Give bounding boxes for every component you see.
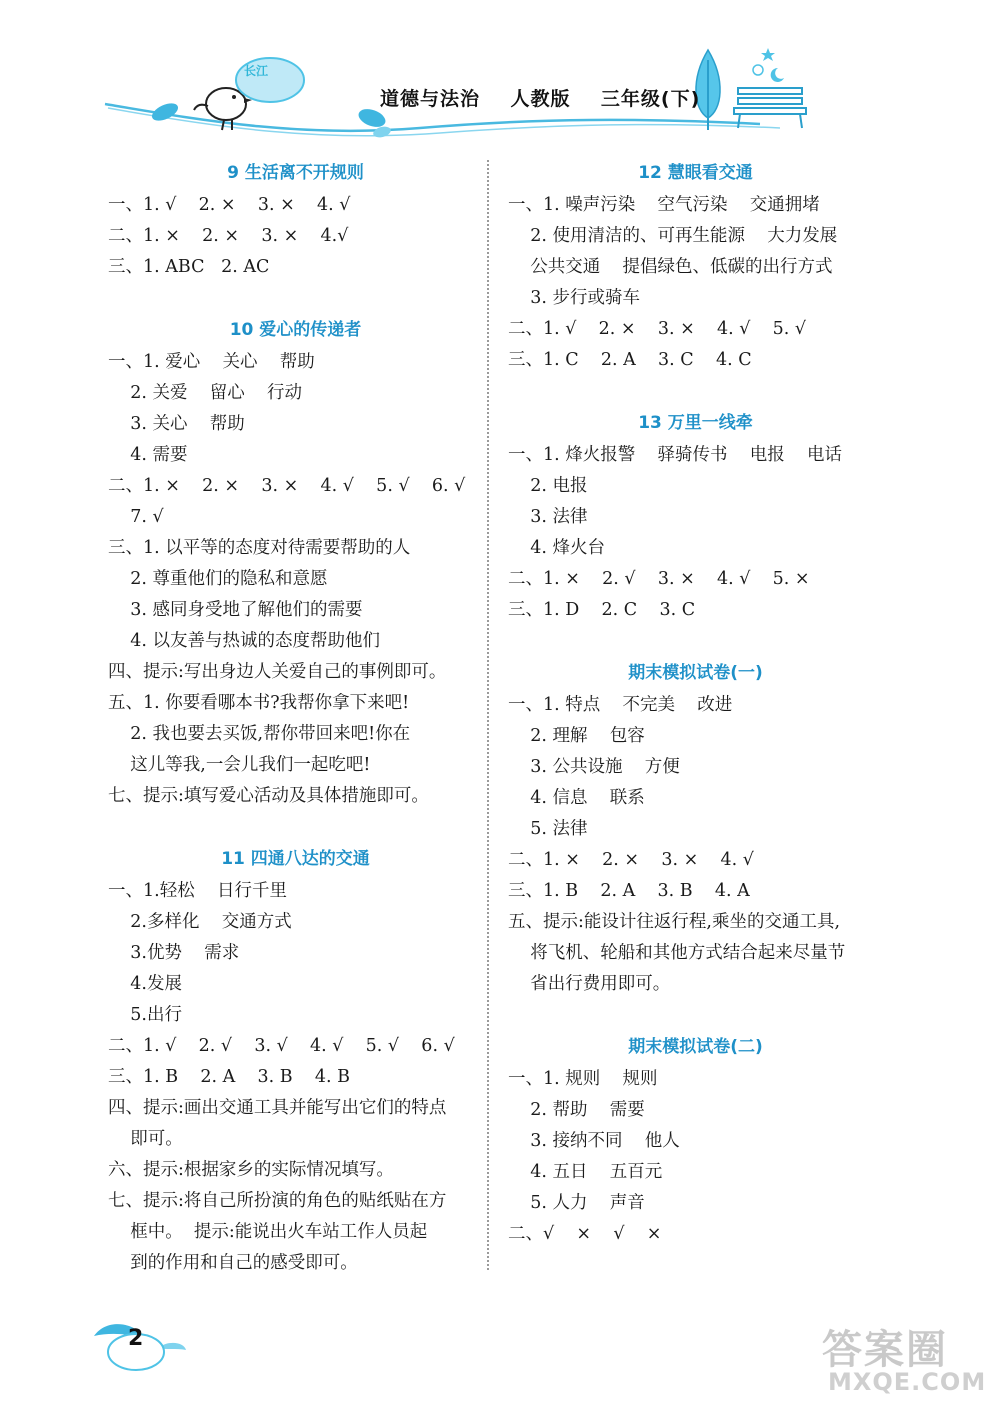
answer-line: 3. 步行或骑车 <box>508 288 641 308</box>
section-title: 11 四通八达的交通 <box>221 849 370 869</box>
answer-line: 一、1. √ 2. × 3. × 4. √ <box>108 195 351 215</box>
answer-line: 5. 法律 <box>508 819 588 839</box>
answer-line: 2. 关爱 留心 行动 <box>108 383 303 403</box>
answer-line: 三、1. 以平等的态度对待需要帮助的人 <box>108 538 411 558</box>
answer-line: 2. 电报 <box>508 476 588 496</box>
answer-line: 4. 烽火台 <box>508 538 606 558</box>
answer-line: 到的作用和自己的感受即可。 <box>108 1253 358 1273</box>
answer-line: 这儿等我,一会儿我们一起吃吧! <box>108 755 371 775</box>
answer-line: 7. √ <box>108 507 164 527</box>
answer-line: 一、1. 爱心 关心 帮助 <box>108 352 315 372</box>
answer-line: 2. 帮助 需要 <box>508 1100 645 1120</box>
answer-line: 三、1. B 2. A 3. B 4. B <box>108 1067 351 1087</box>
section-final-exam-2 <box>508 1032 883 1250</box>
answer-line: 二、1. × 2. × 3. × 4. √ 5. √ 6. √ <box>108 476 466 496</box>
answer-line: 4. 需要 <box>108 445 188 465</box>
answer-line: 二、√ × √ × <box>508 1224 662 1244</box>
answer-line: 四、提示:写出身边人关爱自己的事例即可。 <box>108 662 447 682</box>
answer-line: 省出行费用即可。 <box>508 974 671 994</box>
section-title: 12 慧眼看交通 <box>638 163 753 183</box>
answer-line: 2. 使用清洁的、可再生能源 大力发展 <box>508 226 838 246</box>
answer-line: 二、1. × 2. √ 3. × 4. √ 5. × <box>508 569 810 589</box>
section-title: 期末模拟试卷(一) <box>628 663 763 683</box>
answer-line: 四、提示:画出交通工具并能写出它们的特点 <box>108 1098 447 1118</box>
section-lesson-9 <box>108 158 483 283</box>
right-column <box>508 158 883 1250</box>
page-header <box>0 0 1000 150</box>
answer-line: 5.出行 <box>108 1005 182 1025</box>
answer-line: 一、1. 特点 不完美 改进 <box>508 695 733 715</box>
answer-line: 3. 公共设施 方便 <box>508 757 680 777</box>
section-lesson-13 <box>508 408 883 626</box>
book-title: 道德与法治 人教版 三年级(下) <box>380 88 701 110</box>
answer-line: 五、提示:能设计往返行程,乘坐的交通工具, <box>508 912 841 932</box>
answer-line: 三、1. B 2. A 3. B 4. A <box>508 881 750 901</box>
answer-line: 3. 接纳不同 他人 <box>508 1131 680 1151</box>
section-title: 期末模拟试卷(二) <box>628 1037 763 1057</box>
answer-line: 五、1. 你要看哪本书?我帮你拿下来吧! <box>108 693 410 713</box>
page-number-badge <box>88 1318 188 1378</box>
answer-line: 2. 我也要去买饭,帮你带回来吧!你在 <box>108 724 411 744</box>
answer-line: 4. 以友善与热诚的态度帮助他们 <box>108 631 381 651</box>
watermark-logo-text: 答案圈 <box>822 1327 948 1373</box>
answer-line: 三、1. D 2. C 3. C <box>508 600 696 620</box>
answer-line: 二、1. × 2. × 3. × 4. √ <box>508 850 754 870</box>
section-title: 13 万里一线牵 <box>638 413 753 433</box>
section-title: 9 生活离不开规则 <box>227 163 364 183</box>
answer-line: 二、1. × 2. × 3. × 4.√ <box>108 226 349 246</box>
section-title: 10 爱心的传递者 <box>229 320 362 340</box>
page-number: 2 <box>128 1326 144 1351</box>
answer-line: 一、1. 烽火报警 驿骑传书 电报 电话 <box>508 445 843 465</box>
answer-line: 一、1.轻松 日行千里 <box>108 881 287 901</box>
answer-line: 二、1. √ 2. √ 3. √ 4. √ 5. √ 6. √ <box>108 1036 455 1056</box>
section-lesson-10 <box>108 315 483 812</box>
answer-line: 5. 人力 声音 <box>508 1193 645 1213</box>
answer-line: 3. 法律 <box>508 507 588 527</box>
answer-line: 2.多样化 交通方式 <box>108 912 292 932</box>
answer-line: 即可。 <box>108 1129 183 1149</box>
column-divider <box>487 160 489 1270</box>
watermark-url: MXQE.COM <box>828 1368 987 1396</box>
answer-line: 一、1. 噪声污染 空气污染 交通拥堵 <box>508 195 820 215</box>
section-lesson-11 <box>108 844 483 1279</box>
answer-line: 七、提示:填写爱心活动及具体措施即可。 <box>108 786 429 806</box>
section-final-exam-1 <box>508 658 883 1000</box>
answer-line: 4. 五日 五百元 <box>508 1162 663 1182</box>
section-lesson-12 <box>508 158 883 376</box>
answer-line: 2. 尊重他们的隐私和意愿 <box>108 569 328 589</box>
answer-line: 2. 理解 包容 <box>508 726 645 746</box>
answer-line: 框中。 提示:能说出火车站工作人员起 <box>108 1222 428 1242</box>
answer-line: 将飞机、轮船和其他方式结合起来尽量节 <box>508 943 846 963</box>
answer-line: 六、提示:根据家乡的实际情况填写。 <box>108 1160 394 1180</box>
answer-line: 4.发展 <box>108 974 182 994</box>
answer-line: 三、1. C 2. A 3. C 4. C <box>508 350 752 370</box>
logo-text: 长江 <box>244 64 269 78</box>
answer-line: 七、提示:将自己所扮演的角色的贴纸贴在方 <box>108 1191 447 1211</box>
watermark <box>818 1318 994 1404</box>
answer-line: 3. 感同身受地了解他们的需要 <box>108 600 363 620</box>
answer-line: 4. 信息 联系 <box>508 788 645 808</box>
answer-line: 一、1. 规则 规则 <box>508 1069 658 1089</box>
answer-line: 3.优势 需求 <box>108 943 240 963</box>
header-decoration <box>0 0 1000 150</box>
answer-line: 公共交通 提倡绿色、低碳的出行方式 <box>508 257 833 277</box>
answer-line: 二、1. √ 2. × 3. × 4. √ 5. √ <box>508 319 807 339</box>
left-column <box>108 158 483 1279</box>
answer-line: 3. 关心 帮助 <box>108 414 245 434</box>
answer-line: 三、1. ABC 2. AC <box>108 257 270 277</box>
